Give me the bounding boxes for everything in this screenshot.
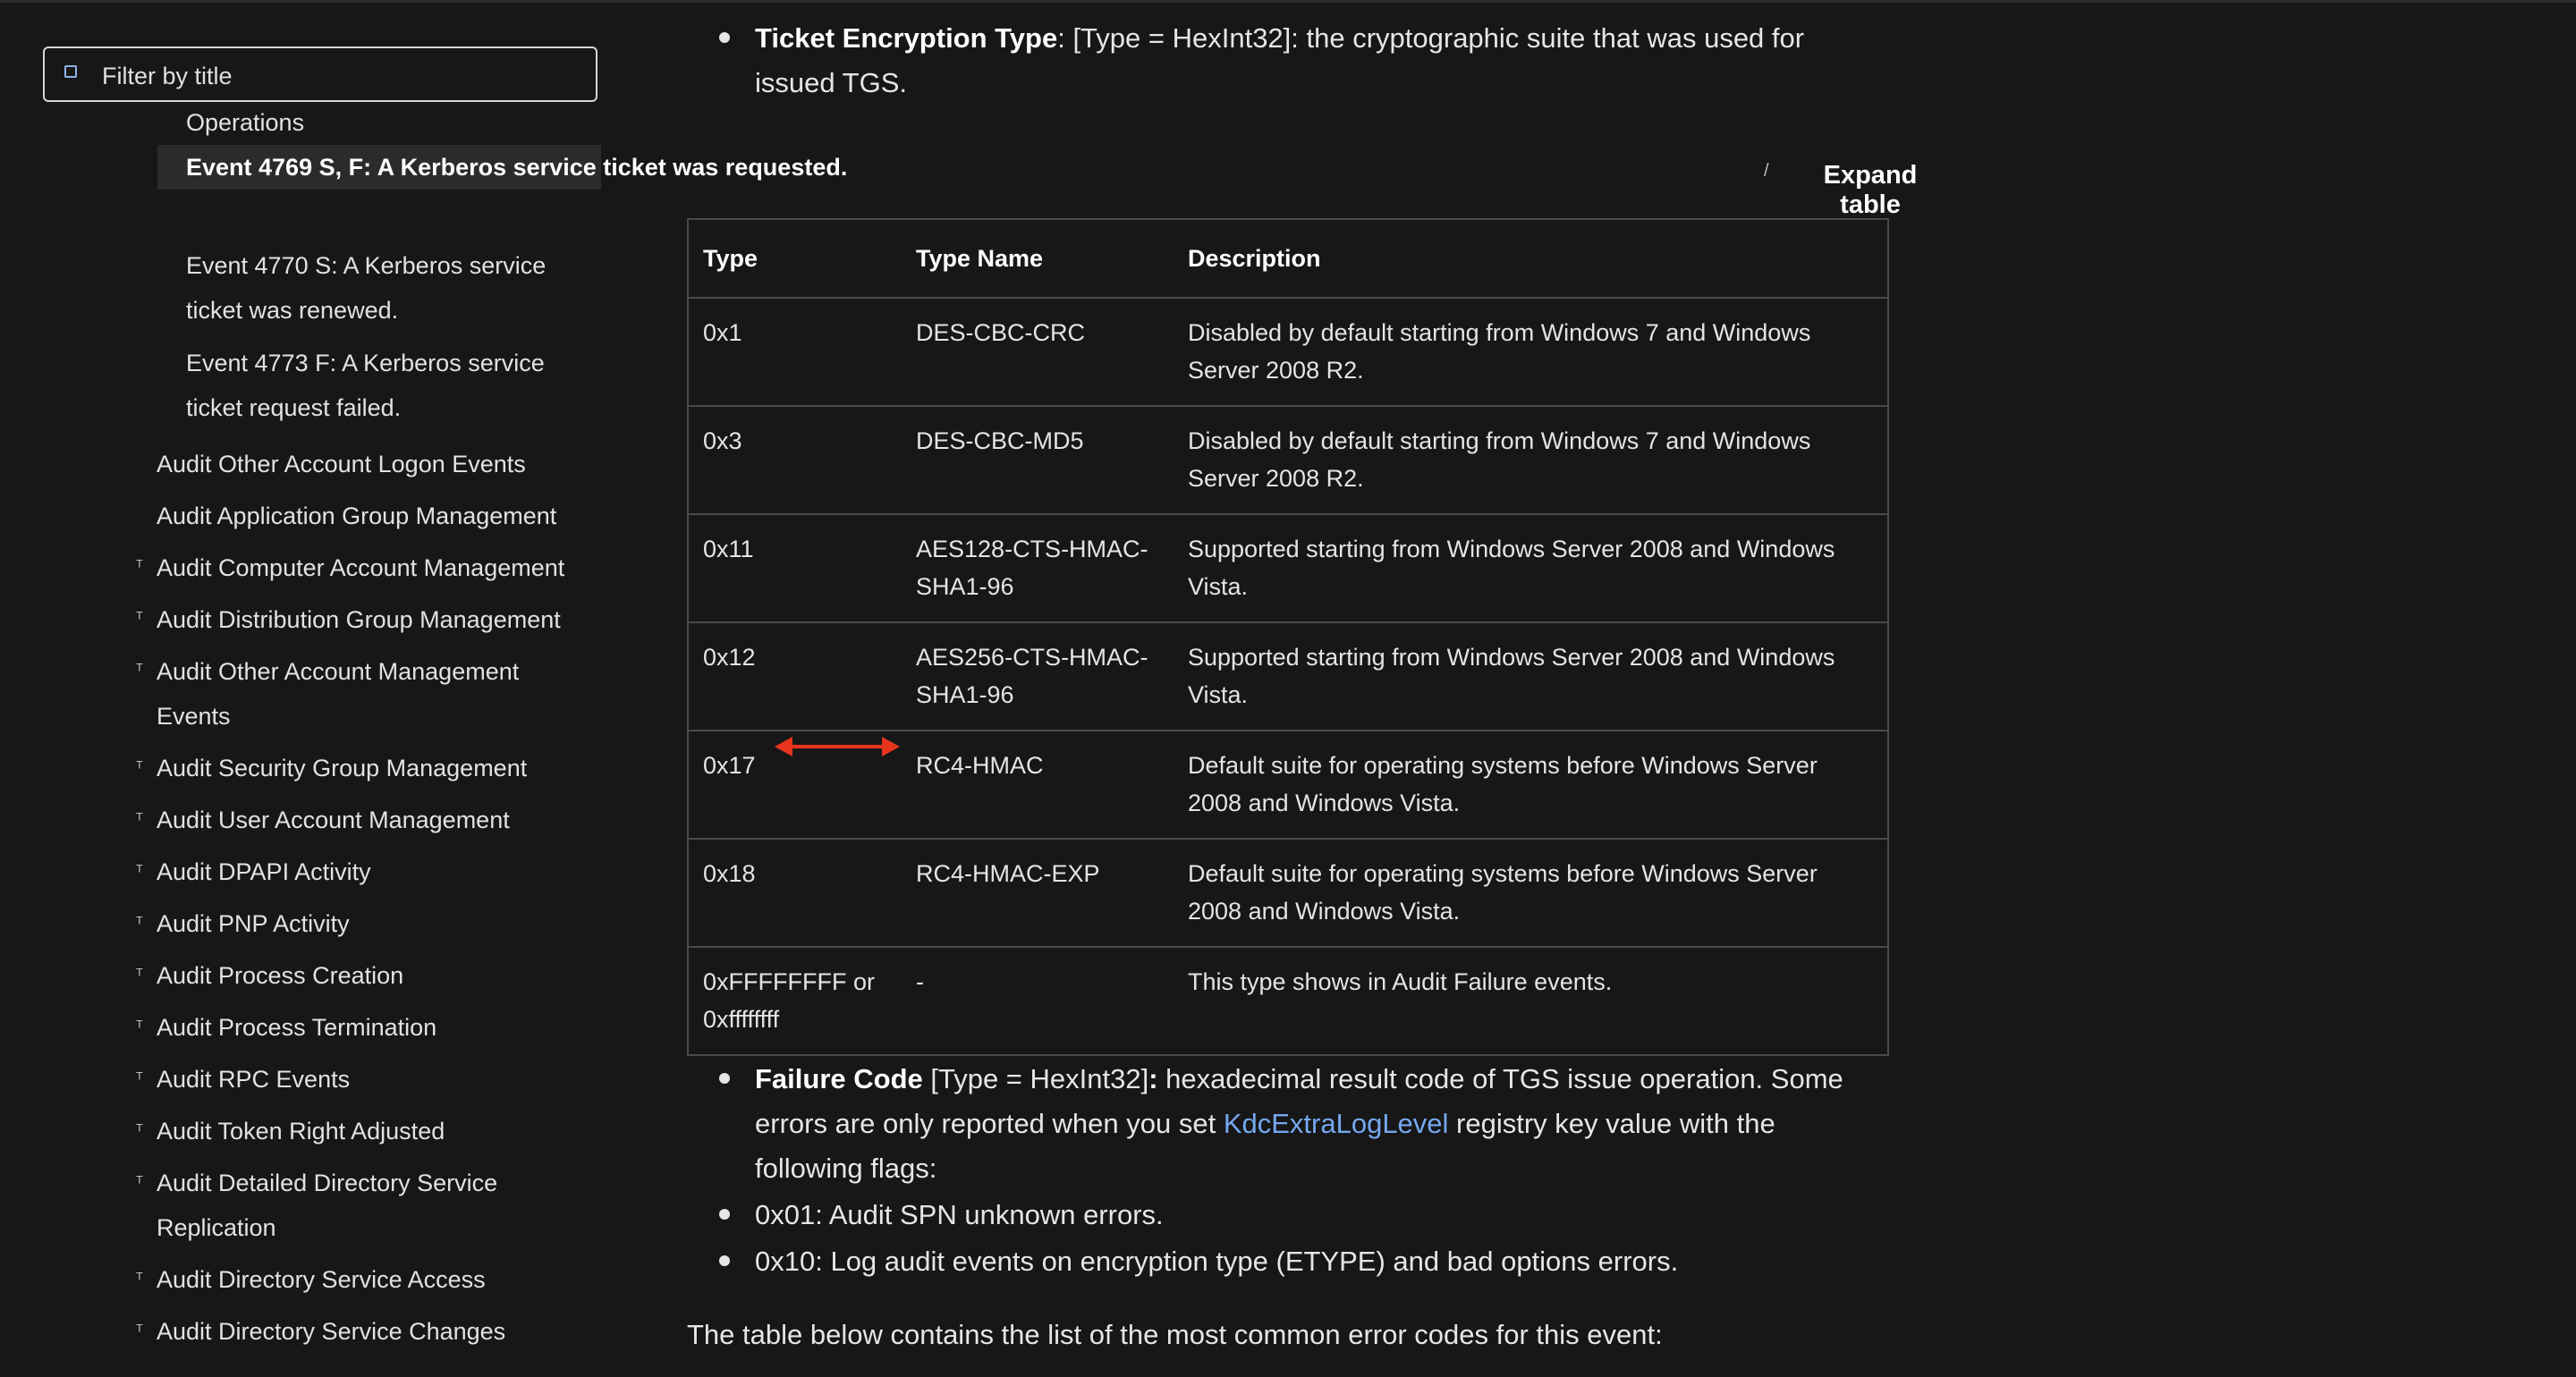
type-name-cell: DES-CBC-MD5 — [902, 406, 1174, 514]
flag-text: 0x01: Audit SPN unknown errors. — [755, 1199, 1164, 1230]
toc-item-audit-ds-changes[interactable]: Audit Directory Service Changes — [157, 1318, 506, 1345]
arrow-head-left — [775, 737, 792, 756]
expand-toggle-icon[interactable]: ᵀ — [136, 1018, 143, 1035]
expand-toggle-icon[interactable]: ᵀ — [136, 810, 143, 828]
type-name-cell: AES256-CTS-HMAC-SHA1-96 — [902, 622, 1174, 731]
bullet-dot — [719, 32, 730, 43]
flag-text: 0x10: Log audit events on encryption type (ETYPE) and bad options errors. — [755, 1246, 1679, 1277]
table-row — [688, 622, 1888, 731]
column-header-type: Type — [688, 219, 902, 298]
toc-item-audit-process-termination[interactable]: Audit Process Termination — [157, 1014, 437, 1041]
failure-code-text: Failure Code [Type = HexInt32]: hexadecimal result code of TGS issue operation. Some errors are only reported when you set KdcExtraLogLevel registry key value with the following flags: — [755, 1063, 1843, 1184]
toc-item-audit-security-group[interactable]: Audit Security Group Management — [157, 755, 528, 781]
column-header-type-name: Type Name — [902, 219, 1174, 298]
description-cell: Supported starting from Windows Server 2008 and Windows Vista. — [1174, 622, 1888, 731]
toc-item-event-4769[interactable]: Event 4769 S, F: A Kerberos service ticket was requested. — [157, 145, 601, 190]
type-cell: 0x17 — [688, 731, 902, 839]
toc-item-audit-other-account-logon[interactable]: Audit Other Account Logon Events — [157, 451, 526, 477]
column-header-description: Description — [1174, 219, 1888, 298]
kdc-extra-log-level-link[interactable]: KdcExtraLogLevel — [1223, 1108, 1449, 1139]
expand-toggle-icon[interactable]: ᵀ — [136, 1121, 143, 1139]
type-name-cell: RC4-HMAC-EXP — [902, 839, 1174, 947]
type-name-cell: - — [902, 947, 1174, 1055]
type-cell: 0x3 — [688, 406, 902, 514]
description-cell: Default suite for operating systems before Windows Server 2008 and Windows Vista. — [1174, 731, 1888, 839]
toc-item-audit-process-creation[interactable]: Audit Process Creation — [157, 962, 404, 989]
expand-toggle-icon[interactable]: ᵀ — [136, 966, 143, 984]
expand-toggle-icon[interactable]: ᵀ — [136, 1322, 143, 1339]
description-cell: Disabled by default starting from Windows 7 and Windows Server 2008 R2. — [1174, 406, 1888, 514]
toc-item-event-4773[interactable]: Event 4773 F: A Kerberos service ticket request failed. — [186, 350, 545, 421]
type-cell: 0xFFFFFFFF or 0xffffffff — [688, 947, 902, 1055]
expand-toggle-icon[interactable]: ᵀ — [136, 1270, 143, 1288]
expand-toggle-icon[interactable]: ᵀ — [136, 862, 143, 880]
type-cell: 0x1 — [688, 298, 902, 406]
bullet-dot — [719, 1073, 730, 1084]
toc-item-audit-dpapi[interactable]: Audit DPAPI Activity — [157, 858, 371, 885]
table-row — [688, 298, 1888, 406]
table-row — [688, 839, 1888, 947]
filter-by-title-input[interactable] — [100, 57, 587, 95]
expand-toggle-icon[interactable]: ᵀ — [136, 557, 143, 575]
toc-item-audit-pnp[interactable]: Audit PNP Activity — [157, 910, 350, 937]
expand-table-button[interactable]: Expand table — [1801, 161, 1939, 220]
ticket-encryption-text: Ticket Encryption Type: [Type = HexInt32]: the cryptographic suite that was used for issued TGS. — [755, 22, 1805, 98]
toc-item-operations[interactable]: Operations — [186, 109, 305, 136]
toc-item-audit-token-right[interactable]: Audit Token Right Adjusted — [157, 1118, 445, 1145]
toc-item-audit-ds-access[interactable]: Audit Directory Service Access — [157, 1266, 486, 1293]
toc-item-audit-computer-account[interactable]: Audit Computer Account Management — [157, 554, 565, 581]
expand-toggle-icon[interactable]: ᵀ — [136, 609, 143, 627]
type-cell: 0x11 — [688, 514, 902, 622]
toc-item-event-4770[interactable]: Event 4770 S: A Kerberos service ticket was renewed. — [186, 252, 547, 324]
expand-toggle-icon[interactable]: ᵀ — [136, 758, 143, 776]
description-cell: Disabled by default starting from Windows 7 and Windows Server 2008 R2. — [1174, 298, 1888, 406]
expand-icon: / — [1764, 161, 1769, 181]
type-name-cell: AES128-CTS-HMAC-SHA1-96 — [902, 514, 1174, 622]
expand-toggle-icon[interactable]: ᵀ — [136, 1173, 143, 1191]
arrow-head-right — [882, 737, 900, 756]
toc-item-audit-other-account-management[interactable]: Audit Other Account Management Events — [157, 658, 520, 730]
type-name-cell: DES-CBC-CRC — [902, 298, 1174, 406]
expand-toggle-icon[interactable]: ᵀ — [136, 1069, 143, 1087]
table-row — [688, 406, 1888, 514]
filter-icon — [64, 65, 77, 78]
table-header-row — [688, 219, 1888, 298]
bullet-dot — [719, 1255, 730, 1266]
type-cell: 0x18 — [688, 839, 902, 947]
table-row — [688, 514, 1888, 622]
description-cell: This type shows in Audit Failure events. — [1174, 947, 1888, 1055]
toc-item-audit-rpc-events[interactable]: Audit RPC Events — [157, 1066, 351, 1093]
double-arrow-icon — [775, 733, 900, 760]
table-row — [688, 947, 1888, 1055]
expand-toggle-icon[interactable]: ᵀ — [136, 661, 143, 679]
expand-table-control — [1671, 157, 1939, 219]
toc-item-audit-application-group[interactable]: Audit Application Group Management — [157, 503, 557, 529]
bullet-dot — [719, 1209, 730, 1220]
type-cell: 0x12 — [688, 622, 902, 731]
type-name-cell: RC4-HMAC — [902, 731, 1174, 839]
toc-item-audit-user-account[interactable]: Audit User Account Management — [157, 807, 510, 833]
filter-box — [43, 46, 597, 102]
description-cell: Default suite for operating systems before Windows Server 2008 and Windows Vista. — [1174, 839, 1888, 947]
encryption-type-table — [687, 218, 1889, 1056]
description-cell: Supported starting from Windows Server 2008 and Windows Vista. — [1174, 514, 1888, 622]
expand-toggle-icon[interactable]: ᵀ — [136, 914, 143, 932]
toc-item-audit-distribution-group[interactable]: Audit Distribution Group Management — [157, 606, 561, 633]
toc-item-audit-detailed-ds-replication[interactable]: Audit Detailed Directory Service Replication — [157, 1170, 498, 1241]
error-codes-intro: The table below contains the list of the most common error codes for this event: — [687, 1319, 1663, 1350]
